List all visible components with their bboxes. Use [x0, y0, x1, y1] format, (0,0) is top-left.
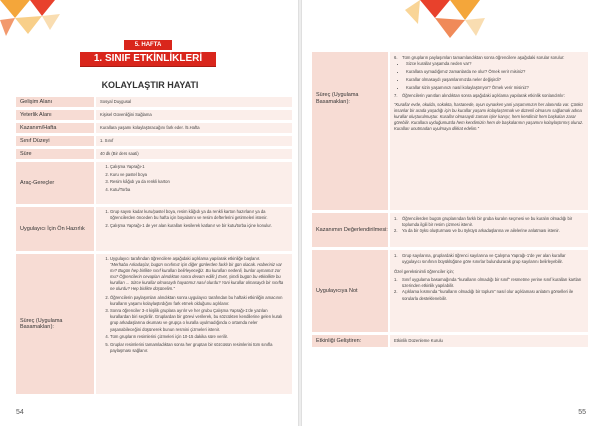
triangle-decoration-icon [0, 0, 80, 70]
row-label: Sınıf Düzeyi [16, 136, 94, 146]
row-arac [16, 162, 292, 204]
question-item: • Kurallar olmasaydı yaşamlarımızda neler değişirdi? [406, 77, 584, 83]
row-label: Süre [16, 149, 94, 159]
row-label: Gelişim Alanı [16, 97, 94, 107]
row-yeterlik [16, 110, 292, 120]
row-value [96, 254, 292, 394]
list-item: 7. Öğrencilerin yanıtları alındıktan sonra aşağıdaki açıklama yapılarak etkinlik sonlandırılır: [394, 93, 565, 99]
question-item: • Kurallar sizin yaşamınızı nasıl kolaylaştırıyor? Örnek verir misiniz? [406, 85, 584, 91]
page-title: 1. SINIF ETKİNLİKLERİ [80, 52, 216, 66]
list-item [110, 256, 288, 293]
intro-text: Uygulayıcı tarafından öğrencilere aşağıdaki açıklama yapılarak etkinliğe başlanır. [110, 256, 261, 261]
list-item: 4. Tüm grupların resimlerini çizmeleri için 10-15 dakika süre verilir. [110, 334, 288, 340]
list-item: 1. Çalışma Yaprağı-1 [110, 164, 288, 170]
row-surec-continued [312, 52, 588, 210]
row-label: Kazanım/Hafta [16, 123, 94, 133]
row-sinif [16, 136, 292, 146]
list-item: 1. Grup sayılarına, gruplardaki öğrenci sayılarına ve Çalışma Yaprağı-1'de yer alan kurallar uygulayıcı sınıfının büyüklüğüne göre sınırlar bulundurarak grup sayılarını belirleyebilir. [394, 253, 566, 265]
row-label: Uygulayıcı İçin Ön Hazırlık [16, 207, 94, 251]
row-uygulayici-not [312, 250, 588, 332]
row-value: 40 dk (Bir ders saati) [96, 149, 292, 159]
list-item: 1. Sınıf uygulama basamağında "kuralların olmadığı bir sınıf" resmetme yerine sınıf kuralları kartları üzerinden etkinlik yapılabilir. [394, 277, 582, 289]
row-value [390, 213, 588, 247]
row-value: 1. Sınıf [96, 136, 292, 146]
list-item: 2. Çalışma Yaprağı-1 de yer alan kuralları kesilerek katlanır ve bir kutu/torba içine konulur. [110, 223, 288, 229]
quote-text: "Merhaba Arkadaşlar, bugün sınıfımız için diğer günlerden farklı bir gün olacak. Haberiniz var mı? Bugün hep birlikte sınıf kuralları belirleyeceğiz. Bu kuralları nedenli, bunlar uymamız zor mu? Öğrencilerin cevapları alındıktan sonra devam edilir.) Evet, şimdi bugün bu etkinlikte bu kuralları ... Sizce kurallar olmasaydı hayatımız nasıl olurdu? Yani kurallar olmasaydı bir sınıfta ne olurdu? Hep birlikte düşünelim." [110, 262, 284, 292]
row-label: Araç-Gereçler [16, 162, 94, 204]
row-value: Sosyal Duygusal [96, 97, 292, 107]
special-heading: Özel gereksinimli öğrenciler için; [394, 269, 455, 275]
row-sure [16, 149, 292, 159]
row-value [390, 250, 588, 332]
row-label: Kazanımın Değerlendirilmesi: [312, 213, 388, 247]
question-item: • Sizce kurallar yaşamda neden var? [406, 61, 584, 67]
row-label: Etkinliği Geliştiren: [312, 335, 388, 347]
row-gelistiren [312, 335, 588, 347]
row-value: Kişisel Güvenliğini Sağlama [96, 110, 292, 120]
row-label: Uygulayıcıya Not [312, 250, 388, 332]
week-badge: 5. HAFTA [124, 40, 172, 50]
list-item: 1. Grup sayısı kadar kuru/pastel boya, resim kâğıdı ya da renkli karton hazırlanır ya da öğrencilerden önceden bu hafta için boyalarını ve resim defterlerini getirmeleri istenir. [110, 209, 288, 221]
row-value: Kurallara yaşamı kolaylaştıracağını fark eder. /5.Hafta [96, 123, 292, 133]
list-item: 2. Kuru ve pastel boya [110, 172, 288, 178]
list-item: 3. Resim kâğıdı ya da renkli karton [110, 179, 288, 185]
list-item: 5. Gruplar resimlerini tamamladıktan sonra her gruptan bir sözcüsün resimlerini tüm sınıfla paylaşması sağlanır. [110, 342, 288, 354]
list-item: 2. Açıklama kısmında "kuralların olmadığı bir toplum" nasıl olur açıklaması anlatım görselleri ile sorularla desteklenebilir. [394, 289, 574, 301]
left-page [0, 0, 298, 426]
list-item: 1. Öğrencilerden bugün gruplarından farklı bir gruba kuralın seçmesi ve bu kuralın olmadığı bir toplumda ilgili bir resim çizmesi istenir. [394, 216, 573, 228]
question-item: • Kurallara uymadığımız zamanlarda ne olur? Örnek verir misiniz? [406, 69, 584, 75]
list-item: 2. Öğrencilerin paylaşımları alındıktan sonra uygulayıcı tarafından bu haftaki etkinliğin amacının kuralların yaşamı kolaylaştırdığını fark etmek olduğunu açıklanır. [110, 295, 288, 307]
page-number: 55 [578, 409, 586, 416]
row-onhazirlik [16, 207, 292, 251]
quote-text: "Kurallar evde, okulda, sokakta, hastanede, oyun oynarken yani yaşamımızın her alanında var. Çünkü insanlar bir arada yaşadığı için bu kurallar yaşamı kolaylaştırmak ve düzenli olmasını sağlamak adına kurallar oluşturulmuştur. Kurallar olmasaydı zaman işler karışır, hem kendimiz hem başkaları zarar görebilir. Kurallara uyduğumuzda hem kendimizin hem de başkalarının yaşamını kolaylaştırmış oluruz. Kuralları unutmadan uyulmaya dikkat edelim." [394, 101, 584, 131]
row-gelisim [16, 97, 292, 107]
activity-subtitle: KOLAYLAŞTIR HAYATI [101, 80, 199, 90]
page-number: 54 [16, 409, 24, 416]
row-kazanim [16, 123, 292, 133]
list-item: 6. Tüm grupların paylaşımları tamamlandıktan sonra öğrencilere aşağıdaki sorular sorulur: [394, 55, 565, 60]
list-item: 3. Sonra öğrenciler 3-4 kişilik gruplara ayrılır ve her grubu Çalışma Yaprağı-1'de yazılan kurallardan biri seçtirilir. Gruplardan bir görevi verilerek, bu sözcükten kendilerine gelen kuralı grup arkadaşlarına okuması ve grupça o kuralla uyulmadığında o ortamda neler yaşanabileceğini düşünerek bunun resmini çizmeleri istenir. [110, 308, 288, 332]
row-value [96, 207, 292, 251]
right-page [302, 0, 600, 426]
row-value [96, 162, 292, 204]
list-item: 4. Kutu/Torba [110, 187, 288, 193]
row-value: Etkinlik Düzenleme Kurulu [390, 335, 588, 347]
row-label: Yeterlik Alanı [16, 110, 94, 120]
row-value [390, 52, 588, 210]
row-label: Süreç (Uygulama Basamakları): [16, 254, 94, 394]
row-kazanim-degerlendirme [312, 213, 588, 247]
list-item: 2. Ya da bir öykü oluşturması ve bu öyküyü arkadaşlarına ve ailelerine anlatması istenir. [394, 228, 560, 234]
row-label: Süreç (Uygulama Basamakları): [312, 52, 388, 210]
row-surec [16, 254, 292, 394]
